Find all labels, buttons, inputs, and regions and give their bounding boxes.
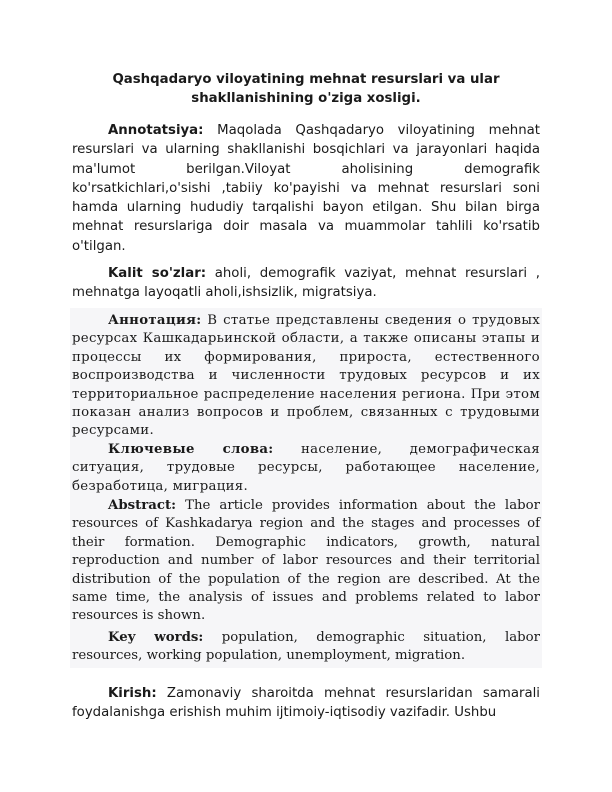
introduction-text: Zamonaviy sharoitda mehnat resurslaridan samarali foydalanishga erishish muhim ijtimoiy-iqtisodiy vazifadir. Ushbu bbox=[72, 686, 540, 721]
introduction-paragraph bbox=[72, 684, 540, 723]
keywords-uz-label: Kalit so'zlar: bbox=[108, 266, 207, 281]
article-title: Qashqadaryo viloyatining mehnat resurslari va ular shakllanishining o'ziga xosligi. bbox=[112, 72, 500, 106]
keywords-en-paragraph bbox=[72, 629, 540, 666]
abstract-en-label: Abstract: bbox=[108, 498, 177, 513]
abstract-en-paragraph bbox=[72, 497, 540, 626]
keywords-en-text: population, demographic situation, labor resources, working population, unemployment, migration. bbox=[72, 630, 541, 664]
abstract-en-text: The article provides information about the labor resources of Kashkadarya region and the stages and processes of their formation. Demographic indicators, growth, natural reproduction and number of labor resources and their territorial distribution of the population of the region are described. At the same time, the analysis of issues and problems related to labor resources is shown. bbox=[72, 498, 540, 624]
keywords-ru-paragraph bbox=[72, 441, 540, 496]
keywords-uz-text: aholi, demografik vaziyat, mehnat resurslari , mehnatga layoqatli aholi,ishsizlik, migratsiya. bbox=[72, 266, 540, 301]
annotation-uz-paragraph bbox=[72, 121, 540, 256]
keywords-uz-paragraph bbox=[72, 264, 540, 303]
annotation-ru-text: В статье представлены сведения о трудовых ресурсах Кашкадарьинской области, а также описаны этапы и процессы их формирования, прироста, естественного воспроизводства и численности трудовых ресурсов и их территориальное распределение населения региона. При этом показан анализ вопросов и проблем, связанных с трудовыми ресурсами. bbox=[72, 313, 540, 439]
introduction-label: Kirish: bbox=[108, 686, 157, 701]
keywords-en-label: Key words: bbox=[108, 630, 204, 645]
annotation-ru-label: Аннотация: bbox=[108, 313, 202, 328]
annotation-ru-paragraph bbox=[72, 312, 540, 441]
annotation-uz-text: Maqolada Qashqadaryo viloyatining mehnat resurslari va ularning shakllanishi bosqichlari va jarayonlari haqida ma'lumot berilgan.Viloyat aholisining demografik ko'rsatkichlari,o'sishi ,tabiiy ko'payishi va mehnat resurslari soni hamda ularning hududiy tarqalishi bayon etilgan. Shu bilan birga mehnat resurslariga doir masala va muammolar tahlili ko'rsatib o'tilgan. bbox=[72, 123, 540, 254]
annotation-uz-label: Annotatsiya: bbox=[108, 123, 204, 138]
keywords-ru-label: Ключевые слова: bbox=[108, 442, 274, 457]
keywords-ru-text: население, демографическая ситуация, трудовые ресурсы, работающее население, безработица, миграция. bbox=[72, 442, 540, 494]
